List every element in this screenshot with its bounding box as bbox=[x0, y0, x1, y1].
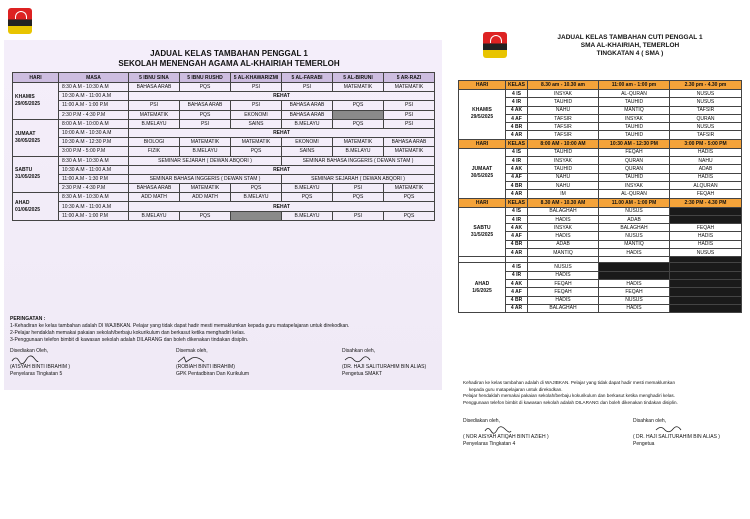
table-cell: 11:00 am - 1:00 pm bbox=[599, 81, 670, 90]
day-date: 1/6/2025 bbox=[472, 287, 492, 294]
table-cell: BAHASA ARAB bbox=[282, 110, 333, 119]
table-cell: PSI bbox=[384, 119, 435, 128]
table-cell: AL-QURAN bbox=[599, 190, 670, 198]
table-cell: MATEMATIK bbox=[333, 83, 384, 92]
table-cell: 2:30 PM - 4.30 PM bbox=[670, 198, 742, 207]
sign-name: (ROBIAH BINTI IBRAHIM) bbox=[176, 364, 235, 370]
table-cell: TAUHID bbox=[599, 123, 670, 131]
table-row bbox=[13, 138, 435, 147]
table-cell: BALAGHAH bbox=[599, 224, 670, 232]
table-header-row bbox=[459, 198, 742, 207]
signature-icon bbox=[342, 355, 372, 364]
sign-label: Disemak oleh, bbox=[176, 348, 208, 354]
note-item: Pelajar hendaklah memakai pakaian sekolah/berbaju kokurikulum dan berkasut ketika menghadiri kelas. bbox=[463, 393, 675, 398]
table-cell: PQS bbox=[333, 101, 384, 110]
table-cell: NUSUS bbox=[670, 123, 742, 131]
table-cell: 2:30 P.M - 4:30 P.M bbox=[59, 184, 129, 193]
table-cell: B.MELAYU bbox=[129, 211, 180, 220]
table-cell: FEQAH bbox=[528, 288, 599, 296]
table-cell: 4 IS bbox=[506, 207, 528, 215]
sign-label: Disediakan oleh, bbox=[463, 418, 500, 424]
table-row bbox=[13, 193, 435, 202]
table-cell: TAUHID bbox=[528, 148, 599, 156]
table-cell: AL-QURAN bbox=[599, 90, 670, 98]
column-header: MASA bbox=[59, 73, 129, 83]
table-cell: PQS bbox=[282, 193, 333, 202]
table-cell: 4 IR bbox=[506, 215, 528, 223]
table-header-row bbox=[459, 81, 742, 90]
table-cell: SEMINAR SEJARAH ( DEWAN ABQORI ) bbox=[282, 174, 435, 183]
day-cell bbox=[13, 193, 59, 221]
table-cell: TAFSIR bbox=[670, 131, 742, 139]
table-cell: 8:30 A.M - 10:30 A.M bbox=[59, 156, 129, 165]
table-cell: B.MELAYU bbox=[333, 147, 384, 156]
table-row bbox=[459, 90, 742, 98]
form5-table bbox=[12, 72, 435, 221]
signature-icon bbox=[10, 355, 40, 364]
day-name: AHAD bbox=[474, 280, 490, 287]
table-cell: 11:00 A.M - 1:00 P.M bbox=[59, 211, 129, 220]
table-cell: PSI bbox=[231, 101, 282, 110]
table-cell: B.MELAYU bbox=[129, 119, 180, 128]
table-cell: 3:00 PM - 5:00 PM bbox=[670, 139, 742, 148]
blank-cell bbox=[333, 110, 384, 119]
table-cell: MATEMATIK bbox=[180, 138, 231, 147]
table-cell: 3:00 P.M - 5:00 P.M bbox=[59, 147, 129, 156]
table-cell: TAFSIR bbox=[670, 106, 742, 114]
table-cell: NUSUS bbox=[670, 249, 742, 257]
table-cell: 11:00 A.M - 1:00 P.M bbox=[59, 101, 129, 110]
table-cell: B.MELAYU bbox=[231, 193, 282, 202]
left-title bbox=[84, 49, 374, 69]
column-header: 5 AL-BIRUNI bbox=[333, 73, 384, 83]
table-cell: PSI bbox=[333, 184, 384, 193]
sign-role: Penyelaras Tingkatan 4 bbox=[463, 441, 516, 447]
table-cell: HADIS bbox=[599, 304, 670, 312]
table-cell: PSI bbox=[384, 101, 435, 110]
right-title-line2: SMA AL-KHAIRIAH, TEMERLOH bbox=[580, 42, 680, 49]
table-cell: NAHU bbox=[670, 157, 742, 165]
table-cell: INSYAK bbox=[528, 157, 599, 165]
day-date: 29/5/2025 bbox=[470, 114, 494, 121]
note-item: Kehadiran ke kelas tambahan adalah di WAJIBKAN. Pelajar yang tidak dapat hadir mesti memaklumkan bbox=[463, 380, 676, 385]
table-cell: BAHASA ARAB bbox=[129, 184, 180, 193]
table-cell: INSYAK bbox=[528, 224, 599, 232]
form4-timetable-sheet bbox=[455, 28, 745, 498]
table-cell: FEQAH bbox=[670, 190, 742, 198]
form5-timetable-sheet bbox=[4, 40, 442, 390]
right-notes bbox=[463, 380, 743, 406]
table-row bbox=[459, 148, 742, 156]
table-cell: NUSUS bbox=[599, 232, 670, 240]
table-cell: NUSUS bbox=[670, 90, 742, 98]
table-cell: QURAN bbox=[599, 165, 670, 173]
day-name: AHAD bbox=[15, 199, 30, 206]
table-cell bbox=[670, 304, 742, 312]
table-header-row bbox=[13, 73, 435, 83]
note-item: 1-Kehadiran ke kelas tambahan adalah DI WAJIBKAN. Pelajar yang tidak dapat hadir mesti memaklumkan kepada guru matapelajaran untuk direkodkan. bbox=[10, 323, 350, 329]
table-cell: 10:30 A.M - 11:00 A.M bbox=[59, 92, 129, 101]
table-cell: SEMINAR SEJARAH ( DEWAN ABQORI ) bbox=[129, 156, 282, 165]
table-cell: ADAB bbox=[670, 165, 742, 173]
table-cell: 4 AF bbox=[506, 288, 528, 296]
table-cell: BIOLOGI bbox=[129, 138, 180, 147]
table-row bbox=[13, 119, 435, 128]
table-cell: PQS bbox=[384, 193, 435, 202]
table-cell: PSI bbox=[282, 83, 333, 92]
table-cell: HARI bbox=[459, 198, 506, 207]
table-cell: NAHU bbox=[528, 181, 599, 189]
table-cell: SEMINAR BAHASA INGGERIS ( DEWAN STAM ) bbox=[282, 156, 435, 165]
table-cell: HADIS bbox=[599, 279, 670, 287]
sign-name: (A'ISYAH BINTI IBRAHIM ) bbox=[10, 364, 71, 370]
table-cell: ADAB bbox=[528, 240, 599, 248]
table-cell: PSI bbox=[231, 83, 282, 92]
day-cell bbox=[459, 207, 506, 257]
table-cell: PQS bbox=[333, 119, 384, 128]
day-date: 29/05/2025 bbox=[15, 100, 41, 107]
table-cell: ADD MATH bbox=[180, 193, 231, 202]
table-cell: 8.30 AM - 10.30 AM bbox=[528, 198, 599, 207]
table-cell: 10:00 A.M - 10:30 A.M bbox=[59, 128, 129, 137]
table-row bbox=[13, 110, 435, 119]
table-cell: 11:00 A.M - 1:30 P.M bbox=[59, 174, 129, 183]
table-cell bbox=[670, 263, 742, 271]
table-cell: 4 IS bbox=[506, 148, 528, 156]
table-row bbox=[13, 211, 435, 220]
signature-icon bbox=[483, 425, 513, 434]
table-cell: TAUHID bbox=[528, 165, 599, 173]
table-cell bbox=[599, 263, 670, 271]
table-cell: PQS bbox=[180, 110, 231, 119]
table-cell: SEMINAR BAHASA INGGERIS ( DEWAN STAM ) bbox=[129, 174, 282, 183]
table-cell: INSYAK bbox=[599, 114, 670, 122]
table-cell: EKONOMI bbox=[282, 138, 333, 147]
table-cell: INSYAK bbox=[528, 90, 599, 98]
table-row bbox=[13, 174, 435, 183]
table-cell: BAHASA ARAB bbox=[282, 101, 333, 110]
table-cell: PSI bbox=[384, 110, 435, 119]
table-cell: TAFSIR bbox=[528, 123, 599, 131]
table-cell: 4 BR bbox=[506, 296, 528, 304]
table-cell: SAINS bbox=[282, 147, 333, 156]
table-cell: 10:30 A.M - 11:00 A.M bbox=[59, 165, 129, 174]
table-cell: 4 IS bbox=[506, 263, 528, 271]
table-cell: PQS bbox=[231, 147, 282, 156]
left-sign-1 bbox=[10, 348, 70, 378]
table-cell: HADIS bbox=[528, 232, 599, 240]
table-cell: 10:30 A.M - 12:30 P.M bbox=[59, 138, 129, 147]
table-cell: 4 AF bbox=[506, 173, 528, 181]
table-cell: HADIS bbox=[528, 296, 599, 304]
table-cell: 2:30 P.M - 4:30 P.M bbox=[59, 110, 129, 119]
table-cell: BALAGHAH bbox=[528, 207, 599, 215]
left-title-line1: JADUAL KELAS TAMBAHAN PENGGAL 1 bbox=[150, 49, 308, 58]
table-cell bbox=[670, 207, 742, 215]
table-cell: BALAGHAH bbox=[528, 304, 599, 312]
table-cell: 4 AR bbox=[506, 249, 528, 257]
table-cell: PSI bbox=[129, 101, 180, 110]
table-row bbox=[13, 165, 435, 174]
table-cell: MATEMATIK bbox=[384, 184, 435, 193]
table-cell: 4 AF bbox=[506, 114, 528, 122]
day-cell bbox=[13, 83, 59, 120]
table-cell: HADIS bbox=[670, 232, 742, 240]
table-cell bbox=[670, 288, 742, 296]
table-cell: MATEMATIK bbox=[333, 138, 384, 147]
table-cell: FIZIK bbox=[129, 147, 180, 156]
day-name: KHAMIS bbox=[472, 107, 492, 114]
right-title bbox=[525, 34, 735, 58]
table-cell: MATEMATIK bbox=[180, 184, 231, 193]
table-cell: MATEMATIK bbox=[384, 83, 435, 92]
table-cell: NAHU bbox=[528, 106, 599, 114]
table-cell: BAHASA ARAB bbox=[384, 138, 435, 147]
table-cell: PQS bbox=[384, 211, 435, 220]
table-cell: FEQAH bbox=[670, 224, 742, 232]
day-name: SABTU bbox=[15, 167, 33, 174]
notes-title: PERINGATAN : bbox=[10, 316, 46, 322]
table-row bbox=[13, 83, 435, 92]
signature-icon bbox=[176, 355, 206, 364]
table-cell: 4 AK bbox=[506, 106, 528, 114]
sign-role: Pengetua SMAKT bbox=[342, 371, 383, 377]
day-cell bbox=[13, 119, 59, 156]
table-row bbox=[13, 101, 435, 110]
table-cell: PQS bbox=[231, 184, 282, 193]
day-date: 01/06/2025 bbox=[15, 206, 41, 213]
table-row bbox=[13, 156, 435, 165]
sign-label: Disediakan Oleh, bbox=[10, 348, 49, 354]
day-date: 31/05/2025 bbox=[15, 174, 41, 181]
table-cell: 8.30 am - 10.30 am bbox=[528, 81, 599, 90]
table-cell: ADAB bbox=[599, 215, 670, 223]
table-cell: REHAT bbox=[129, 202, 435, 211]
table-cell: NAHU bbox=[528, 173, 599, 181]
table-cell: MATEMATIK bbox=[231, 138, 282, 147]
table-cell: B.MELAYU bbox=[180, 147, 231, 156]
school-logo-icon bbox=[8, 8, 32, 34]
left-sign-3 bbox=[342, 348, 426, 378]
table-cell: SAINS bbox=[231, 119, 282, 128]
table-cell: 4 AK bbox=[506, 279, 528, 287]
day-name: KHAMIS bbox=[15, 93, 35, 100]
sign-label: Disahkan oleh, bbox=[342, 348, 376, 354]
left-title-line2: SEKOLAH MENENGAH AGAMA AL-KHAIRIAH TEMERLOH bbox=[118, 59, 340, 68]
table-cell: NUSUS bbox=[599, 207, 670, 215]
column-header: 5 AL-KHAWARIZMI bbox=[231, 73, 282, 83]
day-cell bbox=[459, 263, 506, 313]
table-cell: FEQAH bbox=[599, 148, 670, 156]
table-cell: FEQAH bbox=[528, 279, 599, 287]
table-row bbox=[13, 128, 435, 137]
table-cell: EKONOMI bbox=[231, 110, 282, 119]
left-sign-2 bbox=[176, 348, 249, 378]
table-cell: MANTIQ bbox=[599, 240, 670, 248]
day-cell bbox=[459, 148, 506, 198]
column-header: 5 IBNU SINA bbox=[129, 73, 180, 83]
table-cell bbox=[599, 271, 670, 279]
day-name: JUMAAT bbox=[15, 130, 36, 137]
table-cell: HADIS bbox=[670, 148, 742, 156]
table-cell: HADIS bbox=[670, 173, 742, 181]
table-row bbox=[13, 92, 435, 101]
table-cell: MANTIQ bbox=[599, 106, 670, 114]
table-cell: BAHASA ARAB bbox=[129, 83, 180, 92]
table-cell: 4 BR bbox=[506, 240, 528, 248]
table-cell: 4 IR bbox=[506, 98, 528, 106]
table-cell: TAUHID bbox=[599, 131, 670, 139]
signature-icon bbox=[653, 425, 683, 434]
table-cell bbox=[670, 271, 742, 279]
day-date: 31/5/2025 bbox=[470, 231, 494, 238]
day-name: JUMAAT bbox=[471, 166, 493, 173]
table-cell: HADIS bbox=[528, 271, 599, 279]
table-cell: 4 AR bbox=[506, 304, 528, 312]
table-cell: 8:00 AM - 10:00 AM bbox=[528, 139, 599, 148]
sign-role: GPK Pentadbiran Dan Kurikulum bbox=[176, 371, 250, 377]
table-cell: MANTIQ bbox=[528, 249, 599, 257]
table-cell: NUSUS bbox=[670, 98, 742, 106]
table-cell: REHAT bbox=[129, 128, 435, 137]
table-cell: TAUHID bbox=[599, 98, 670, 106]
table-cell: 4 AR bbox=[506, 131, 528, 139]
right-title-line3: TINGKATAN 4 ( SMA ) bbox=[596, 50, 664, 57]
table-cell: 8:00 A.M - 10:00 A.M bbox=[59, 119, 129, 128]
table-cell: PQS bbox=[180, 211, 231, 220]
table-cell: PQS bbox=[180, 83, 231, 92]
table-row bbox=[13, 202, 435, 211]
table-cell: KELAS bbox=[506, 81, 528, 90]
column-header: HARI bbox=[13, 73, 59, 83]
table-cell: HADIS bbox=[599, 249, 670, 257]
column-header: 5 AL-FARABI bbox=[282, 73, 333, 83]
sign-label: Disahkan oleh, bbox=[633, 418, 667, 424]
blank-cell bbox=[231, 211, 282, 220]
table-cell: PQS bbox=[333, 193, 384, 202]
day-cell bbox=[13, 156, 59, 193]
table-cell: QURAN bbox=[599, 157, 670, 165]
table-cell: TAUHID bbox=[599, 173, 670, 181]
day-name: SABTU bbox=[473, 224, 491, 231]
table-cell: 2.30 pm - 4.30 pm bbox=[670, 81, 742, 90]
table-cell: INSYAK bbox=[599, 181, 670, 189]
table-cell: 4 IR bbox=[506, 271, 528, 279]
note-item: 2-Pelajar hendaklah memakai pakaian sekolah/berbaju kokurikulum dan berkasut ketika menghadiri kelas. bbox=[10, 330, 246, 336]
table-cell: REHAT bbox=[129, 165, 435, 174]
table-cell: HARI bbox=[459, 81, 506, 90]
sign-name: ( NOR AISYAH ATIQAH BINTI AZIEH ) bbox=[463, 434, 549, 440]
form4-table bbox=[458, 80, 742, 313]
sign-name: ( DR. HAJI SALITURAHIM BIN ALIAS ) bbox=[633, 434, 720, 440]
table-cell: PSI bbox=[333, 211, 384, 220]
table-cell: PSI bbox=[180, 119, 231, 128]
table-cell: ALQURAN bbox=[670, 181, 742, 189]
table-cell: 4 BR bbox=[506, 181, 528, 189]
table-cell: NUSUS bbox=[599, 296, 670, 304]
table-cell: 4 AK bbox=[506, 224, 528, 232]
note-item: kepada guru matapelajaran untuk direkodkan. bbox=[469, 386, 563, 392]
table-cell: MATEMATIK bbox=[129, 110, 180, 119]
school-logo-icon bbox=[483, 32, 507, 58]
column-header: 5 IBNU RUSHD bbox=[180, 73, 231, 83]
table-cell: 8:30 A.M - 10:30 A.M bbox=[59, 83, 129, 92]
table-cell: KELAS bbox=[506, 198, 528, 207]
table-cell: TAFSIR bbox=[528, 114, 599, 122]
table-cell: B.MELAYU bbox=[282, 119, 333, 128]
column-header: 5 AR-RAZI bbox=[384, 73, 435, 83]
table-cell bbox=[670, 215, 742, 223]
table-cell: TAFSIR bbox=[528, 131, 599, 139]
table-cell: QURAN bbox=[670, 114, 742, 122]
table-cell: HADIS bbox=[670, 240, 742, 248]
table-cell: 4 BR bbox=[506, 123, 528, 131]
table-cell: 11.00 AM - 1:00 PM bbox=[599, 198, 670, 207]
table-header-row bbox=[459, 139, 742, 148]
note-item: 3-Penggunaan telefon bimbit di kawasan sekolah adalah DILARANG dan boleh dikenakan tindakan disiplin. bbox=[10, 337, 249, 343]
table-cell: NUSUS bbox=[528, 263, 599, 271]
right-sign-1 bbox=[463, 418, 549, 448]
table-cell: 4 AF bbox=[506, 232, 528, 240]
table-row bbox=[13, 184, 435, 193]
left-notes bbox=[10, 316, 440, 344]
table-cell: 4 AR bbox=[506, 190, 528, 198]
table-cell: B.MELAYU bbox=[282, 184, 333, 193]
sign-role: Penyelaras Tingkatan 5 bbox=[10, 371, 63, 377]
table-row bbox=[459, 263, 742, 271]
sign-role: Pengetua bbox=[633, 441, 655, 447]
table-cell: 10:30 A.M - 11:00 A.M bbox=[59, 202, 129, 211]
day-cell bbox=[459, 90, 506, 140]
table-cell: 4 AK bbox=[506, 165, 528, 173]
table-cell bbox=[670, 279, 742, 287]
table-cell: 10:30 AM - 12:30 PM bbox=[599, 139, 670, 148]
table-cell: FEQAH bbox=[599, 288, 670, 296]
table-cell: IM bbox=[528, 190, 599, 198]
day-date: 30/5/2025 bbox=[470, 173, 494, 180]
day-date: 30/05/2025 bbox=[15, 137, 41, 144]
right-sign-2 bbox=[633, 418, 720, 448]
table-cell: 4 IS bbox=[506, 90, 528, 98]
table-cell: REHAT bbox=[129, 92, 435, 101]
table-row bbox=[13, 147, 435, 156]
table-cell: HADIS bbox=[528, 215, 599, 223]
table-cell: ADD MATH bbox=[129, 193, 180, 202]
table-row bbox=[459, 207, 742, 215]
table-cell: HARI bbox=[459, 139, 506, 148]
table-cell: 4 IR bbox=[506, 157, 528, 165]
table-cell: KELAS bbox=[506, 139, 528, 148]
table-cell: BAHASA ARAB bbox=[180, 101, 231, 110]
note-item: Penggunaan telefon bimbit di kawasan sekolah adalah DILARANG dan boleh dikenakan tindakan disiplin. bbox=[463, 399, 678, 405]
table-cell: MATEMATIK bbox=[384, 147, 435, 156]
table-cell: B.MELAYU bbox=[282, 211, 333, 220]
table-cell: 8:30 A.M - 10:30 A.M bbox=[59, 193, 129, 202]
table-cell: TAUHID bbox=[528, 98, 599, 106]
sign-name: (DR. HAJI SALITURAHIM BIN ALIAS) bbox=[342, 364, 427, 370]
table-cell bbox=[670, 296, 742, 304]
right-title-line1: JADUAL KELAS TAMBAHAN CUTI PENGGAL 1 bbox=[557, 34, 703, 41]
